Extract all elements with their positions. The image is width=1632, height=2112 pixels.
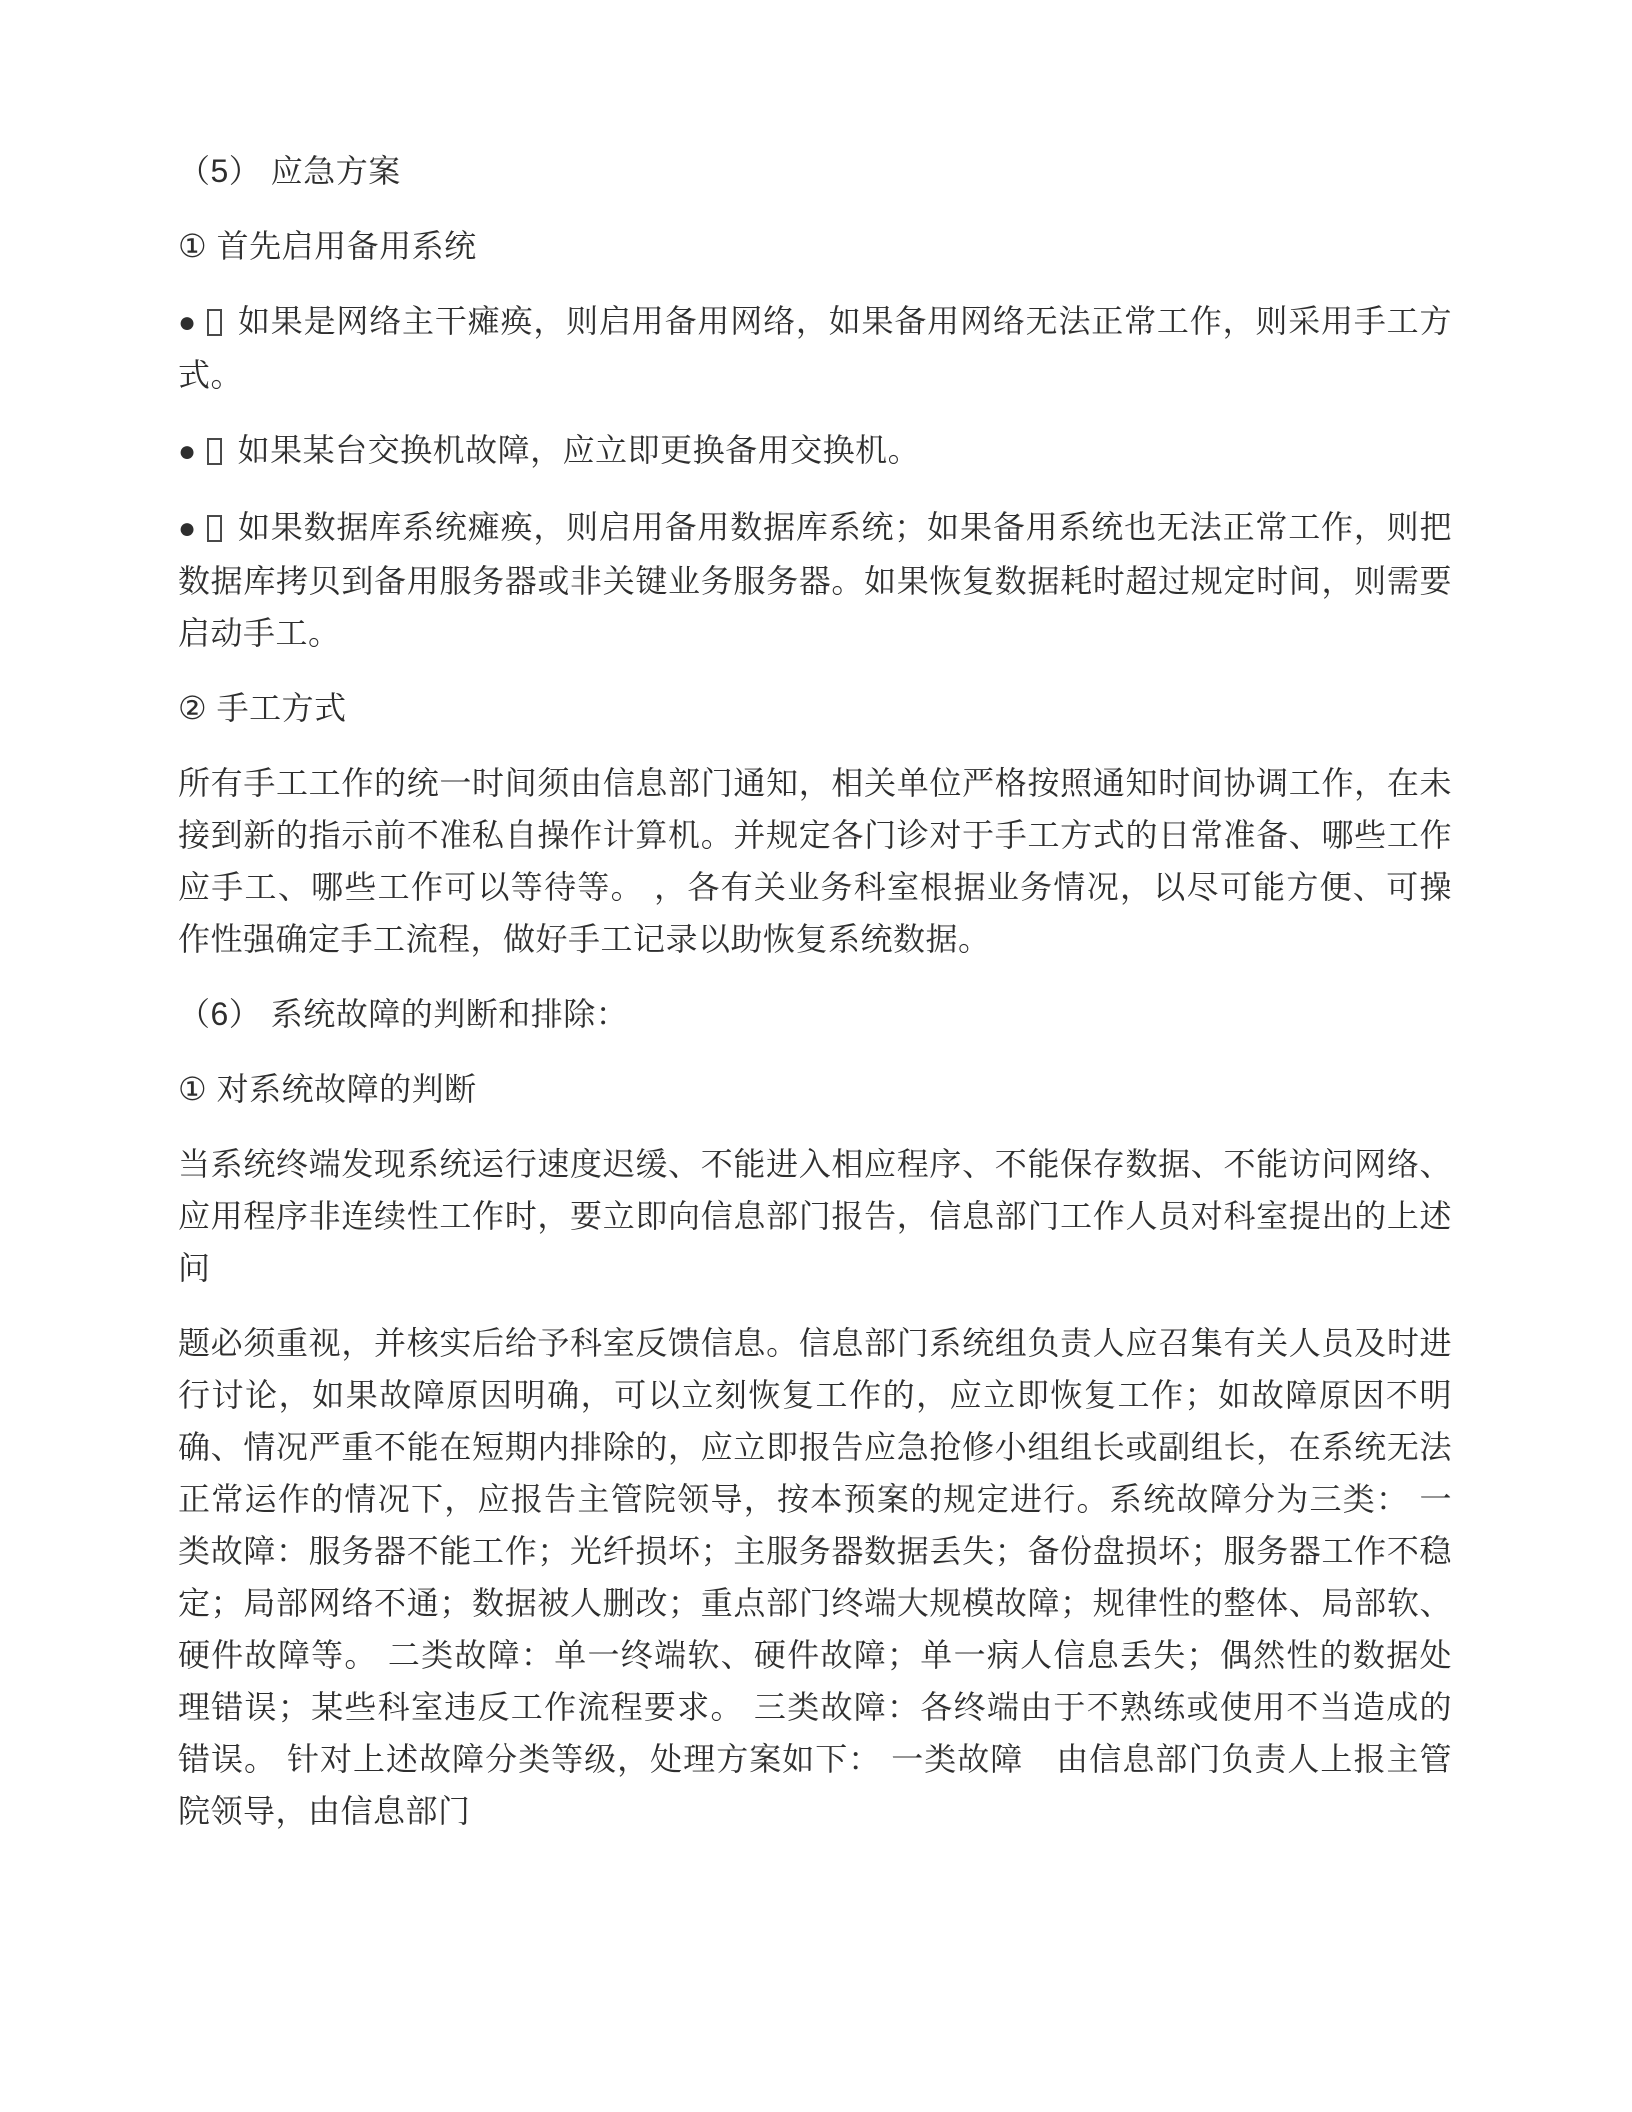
section-heading-5: （5） 应急方案	[178, 153, 401, 189]
subheading-fault-judgement: ① 对系统故障的判断	[178, 1071, 477, 1107]
list-item-text: 如果是网络主干瘫痪，则启用备用网络，如果备用网络无法正常工作，则采用手工方式。	[178, 303, 1452, 393]
list-item-text: 如果数据库系统瘫痪，则启用备用数据库系统；如果备用系统也无法正常工作，则把数据库拷贝到备用服务器或非关键业务服务器。如果恢复数据耗时超过规定时间，则需要启动手工。	[178, 509, 1452, 651]
list-item	[178, 424, 1452, 478]
paragraph: 当系统终端发现系统运行速度迟缓、不能进入相应程序、不能保存数据、不能访问网络、应用程序非连续性工作时，要立即向信息部门报告，信息部门工作人员对科室提出的上述问	[178, 1146, 1452, 1286]
subheading-backup-system: ① 首先启用备用系统	[178, 228, 477, 264]
bullet-icon: ●	[178, 306, 197, 339]
list-item	[178, 501, 1452, 659]
section-heading-6: （6） 系统故障的判断和排除：	[178, 996, 629, 1032]
subheading-manual-mode: ② 手工方式	[178, 690, 347, 726]
missing-glyph-box-icon	[207, 309, 222, 336]
list-item-text: 如果某台交换机故障，应立即更换备用交换机。	[237, 432, 921, 468]
list-item	[178, 295, 1452, 401]
missing-glyph-box-icon	[207, 515, 222, 542]
paragraph: 所有手工工作的统一时间须由信息部门通知，相关单位严格按照通知时间协调工作，在未接到新的指示前不准私自操作计算机。并规定各门诊对于手工方式的日常准备、哪些工作应手工、哪些工作可以等待等。 ，各有关业务科室根据业务情况，以尽可能方便、可操作性强确定手工流程，做好手工记录以助恢复系统数据。	[178, 765, 1452, 957]
bullet-icon: ●	[178, 512, 197, 545]
bullet-icon: ●	[178, 435, 197, 468]
paragraph: 题必须重视，并核实后给予科室反馈信息。信息部门系统组负责人应召集有关人员及时进行讨论，如果故障原因明确，可以立刻恢复工作的，应立即恢复工作；如故障原因不明确、情况严重不能在短期内排除的，应立即报告应急抢修小组组长或副组长，在系统无法正常运作的情况下，应报告主管院领导，按本预案的规定进行。系统故障分为三类： 一类故障：服务器不能工作；光纤损坏；主服务器数据丢失；备份盘损坏；服务器工作不稳定；局部网络不通；数据被人删改；重点部门终端大规模故障；规律性的整体、局部软、硬件故障等。 二类故障：单一终端软、硬件故障；单一病人信息丢失；偶然性的数据处理错误；某些科室违反工作流程要求。 三类故障：各终端由于不熟练或使用不当造成的错误。 针对上述故障分类等级，处理方案如下： 一类故障 由信息部门负责人上报主管院领导，由信息部门	[178, 1325, 1452, 1829]
missing-glyph-box-icon	[207, 438, 222, 465]
